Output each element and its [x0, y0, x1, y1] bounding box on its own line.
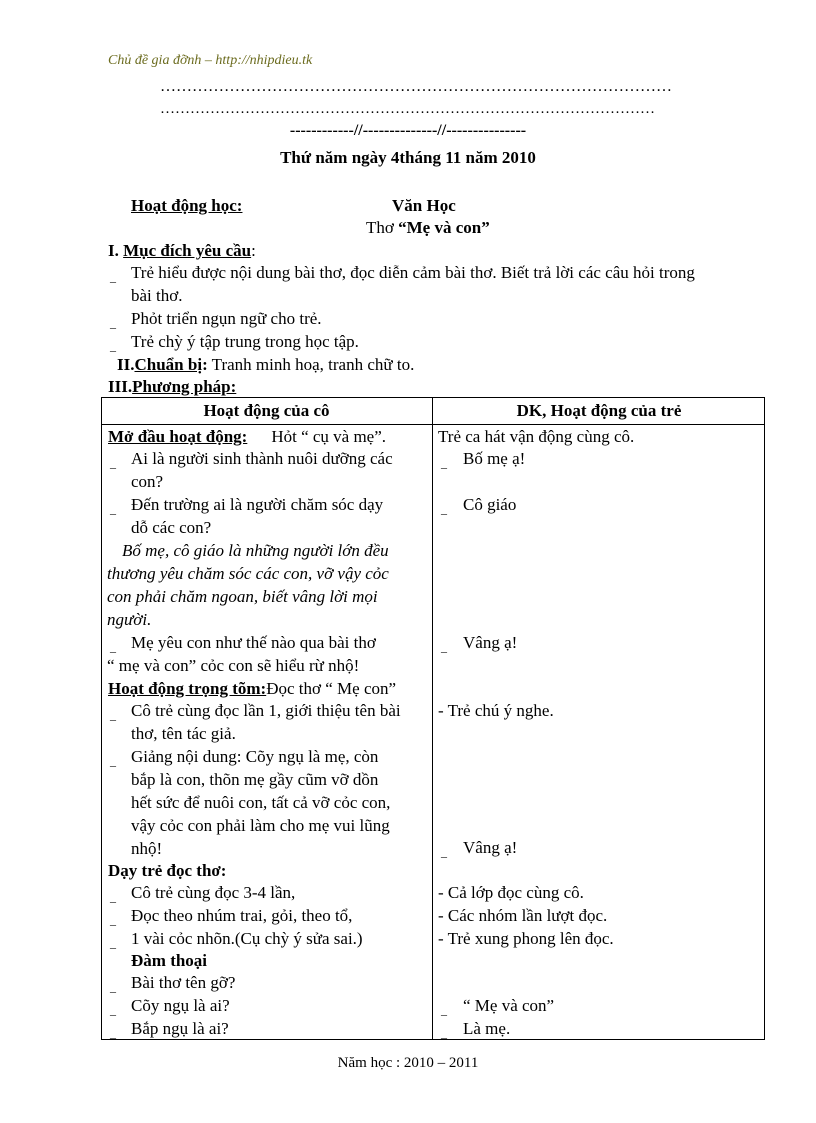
- table-column-divider: [432, 397, 433, 1040]
- teach-2: Đọc theo nhúm trai, gỏi, theo tổ,: [131, 906, 353, 925]
- intro-poem-1: Mẹ yêu con như thế nào qua bài thơ: [131, 633, 376, 652]
- poem-title: [366, 218, 490, 238]
- talk-1: Bài thơ tên gỡ?: [131, 973, 236, 992]
- col-teacher-header: Hoạt động của cô: [203, 401, 330, 420]
- poem-name: “Mẹ và con”: [398, 218, 490, 237]
- italic-note-2: thương yêu chăm sóc các con, vỡ vậy cỏc: [107, 564, 389, 583]
- bullet-dash: _: [441, 502, 447, 516]
- section-1-title: Mục đích yêu cầu: [123, 241, 252, 260]
- teach-3: 1 vài cỏc nhõn.(Cụ chỳ ý sửa sai.): [131, 929, 363, 948]
- section-3-title: Phương pháp:: [132, 377, 237, 396]
- bullet-dash: _: [110, 316, 116, 330]
- section-3: [108, 377, 236, 397]
- question-1-cont: con?: [131, 472, 164, 491]
- section-2-title: Chuẩn bị: [134, 355, 203, 374]
- bullet-dash: _: [110, 640, 116, 654]
- child-response-6: - Cả lớp đọc cùng cô.: [438, 883, 584, 902]
- child-response-5: Vâng ạ!: [463, 838, 518, 857]
- bullet-dash: _: [110, 1003, 116, 1017]
- intro-poem-2: “ mẹ và con” cỏc con sẽ hiểu rừ nhộ!: [107, 656, 360, 675]
- bullet-dash: _: [110, 1026, 116, 1040]
- main-row: [108, 679, 396, 699]
- subject-title: Văn Học: [392, 196, 456, 215]
- activity-label: Hoạt động học:: [131, 196, 243, 215]
- bullet-dash: _: [110, 708, 116, 722]
- talk-3: Bắp ngụ là ai?: [131, 1019, 229, 1038]
- footer-school-year: Năm học : 2010 – 2011: [337, 1055, 479, 1071]
- intro-row: [108, 427, 386, 447]
- section-2-text: Tranh minh hoạ, tranh chữ to.: [207, 355, 415, 374]
- section-1-num: I.: [108, 241, 124, 260]
- content-1: Giảng nội dung: Cõy ngụ là mẹ, còn: [131, 747, 379, 766]
- main-label: Hoạt động trọng tõm:: [108, 679, 267, 698]
- section-2: [117, 355, 414, 375]
- intro-label: Mở đầu hoạt động:: [108, 427, 248, 446]
- question-2-cont: dỗ các con?: [131, 518, 212, 537]
- header-topic: Chủ đề gia đỡnh – http://nhipdieu.tk: [108, 53, 313, 68]
- italic-note-1: Bố mẹ, cô giáo là những người lớn đều: [122, 541, 389, 560]
- section-1-colon: :: [251, 241, 256, 260]
- bullet-dash: _: [441, 1003, 447, 1017]
- bullet-dash: _: [110, 502, 116, 516]
- bullet-dash: _: [110, 980, 116, 994]
- italic-note-3: con phải chăm ngoan, biết vâng lời mọi: [107, 587, 378, 606]
- bullet-dash: _: [441, 845, 447, 859]
- section-2-num: II.: [117, 355, 135, 374]
- objective-3: Trẻ chỳ ý tập trung trong học tập.: [131, 332, 359, 351]
- objective-1-cont: bài thơ.: [131, 286, 183, 305]
- child-response-3: Vâng ạ!: [463, 633, 518, 652]
- child-response-9: “ Mẹ và con”: [463, 996, 555, 1015]
- child-response-10: Là mẹ.: [463, 1019, 511, 1038]
- bullet-dash: _: [110, 270, 116, 284]
- question-2: Đến trường ai là người chăm sóc dạy: [131, 495, 384, 514]
- bullet-dash: _: [110, 890, 116, 904]
- teach-label: Dạy trẻ đọc thơ:: [108, 861, 227, 880]
- child-response-1: Bố mẹ ạ!: [463, 449, 526, 468]
- teach-1: Cô trẻ cùng đọc 3-4 lần,: [131, 883, 296, 902]
- bullet-dash: _: [441, 456, 447, 470]
- lesson-date: Thứ năm ngày 4tháng 11 năm 2010: [280, 148, 536, 167]
- talk-2: Cõy ngụ là ai?: [131, 996, 230, 1015]
- child-response-4: - Trẻ chú ý nghe.: [438, 701, 554, 720]
- section-2-colon: :: [202, 355, 208, 374]
- child-response-2: Cô giáo: [463, 495, 517, 514]
- question-1: Ai là người sinh thành nuôi dưỡng các: [131, 449, 393, 468]
- section-3-num: III.: [108, 377, 133, 396]
- content-4: vậy cỏc con phải làm cho mẹ vui lũng: [131, 816, 390, 835]
- dotted-line-1: ……………………………………………………………………………………: [160, 78, 672, 95]
- talk-label: Đàm thoại: [131, 951, 208, 970]
- reading-1: Cô trẻ cùng đọc lần 1, giới thiệu tên bài: [131, 701, 401, 720]
- section-1-heading: [108, 241, 256, 261]
- bullet-dash: _: [110, 456, 116, 470]
- italic-note-4: người.: [107, 610, 152, 629]
- objective-1: Trẻ hiểu được nội dung bài thơ, đọc diễn cảm bài thơ. Biết trả lời các câu hỏi trong: [131, 263, 695, 282]
- separator: ------------//--------------//---------------: [289, 122, 527, 139]
- bullet-dash: _: [441, 1026, 447, 1040]
- dotted-line-2: ………………………………………………………………………………………: [160, 101, 655, 117]
- bullet-dash: _: [441, 640, 447, 654]
- child-response-7: - Các nhóm lần lượt đọc.: [438, 906, 608, 925]
- main-text: Đọc thơ “ Mẹ con”: [266, 679, 397, 698]
- table-header-divider: [101, 424, 765, 425]
- child-response-0: Trẻ ca hát vận động cùng cô.: [438, 427, 635, 446]
- reading-1-cont: thơ, tên tác giả.: [131, 724, 236, 743]
- col-child-header: DK, Hoạt động của trẻ: [516, 401, 682, 420]
- content-2: bắp là con, thõn mẹ gầy cũm vỡ dồn: [131, 770, 379, 789]
- bullet-dash: _: [110, 936, 116, 950]
- poem-prefix: Thơ: [366, 218, 399, 237]
- bullet-dash: _: [110, 913, 116, 927]
- intro-text: Hỏt “ cụ và mẹ”.: [271, 427, 387, 446]
- bullet-dash: _: [110, 754, 116, 768]
- content-5: nhộ!: [131, 839, 163, 858]
- content-3: hết sức để nuôi con, tất cả vỡ cỏc con,: [131, 793, 391, 812]
- objective-2: Phỏt triển ngụn ngữ cho trẻ.: [131, 309, 322, 328]
- child-response-8: - Trẻ xung phong lên đọc.: [438, 929, 614, 948]
- bullet-dash: _: [110, 339, 116, 353]
